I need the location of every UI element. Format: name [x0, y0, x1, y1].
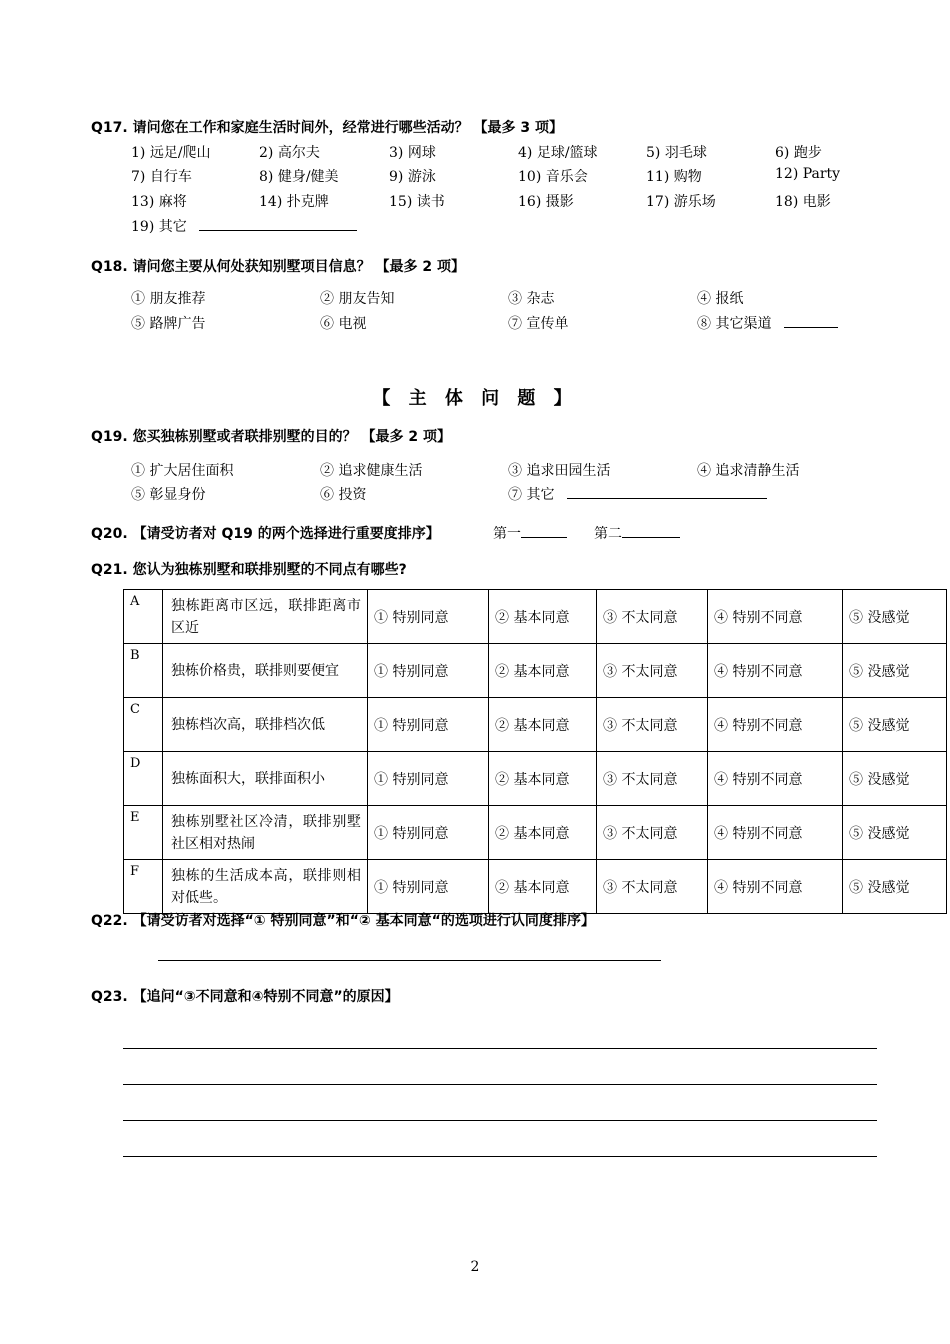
q20-first-label: 第一 [493, 526, 521, 542]
q21-choice-1[interactable]: ① 特别同意 [368, 644, 489, 698]
q21-row-statement: 独栋别墅社区冷清，联排别墅社区相对热闹 [163, 806, 368, 860]
q20-second-label: 第二 [594, 526, 622, 542]
q17-option-1[interactable]: 1) 远足/爬山 [131, 145, 211, 161]
q19-option-6[interactable]: ⑥ 投资 [320, 487, 367, 503]
q21-row-statement: 独栋档次高，联排档次低 [163, 698, 368, 752]
q17-option-13[interactable]: 13) 麻将 [131, 194, 187, 210]
q17-option-6[interactable]: 6) 跑步 [775, 145, 822, 161]
q19-other-blank[interactable] [567, 486, 767, 499]
q21-title: Q21. 您认为独栋别墅和联排别墅的不同点有哪些? [91, 562, 407, 578]
q21-choice-2[interactable]: ② 基本同意 [489, 698, 597, 752]
q17-option-19[interactable] [131, 216, 357, 236]
q21-row-a [124, 590, 947, 644]
q18-option-3[interactable]: ③ 杂志 [508, 291, 555, 307]
q21-table [123, 589, 947, 914]
q20-second[interactable] [594, 523, 680, 543]
q17-option-16[interactable]: 16) 摄影 [518, 194, 574, 210]
q21-row-statement: 独栋价格贵，联排则要便宜 [163, 644, 368, 698]
q21-choice-4[interactable]: ④ 特别不同意 [708, 806, 843, 860]
q18-option-6[interactable]: ⑥ 电视 [320, 316, 367, 332]
q23-answer-line[interactable] [123, 1084, 877, 1085]
q21-row-c [124, 698, 947, 752]
q17-option-9[interactable]: 9) 游泳 [389, 169, 436, 185]
q17-option-17[interactable]: 17) 游乐场 [646, 194, 716, 210]
q18-option-8[interactable] [697, 313, 838, 333]
q18-option-1[interactable]: ① 朋友推荐 [131, 291, 206, 307]
q21-choice-3[interactable]: ③ 不太同意 [597, 860, 708, 914]
q18-option-7[interactable]: ⑦ 宣传单 [508, 316, 569, 332]
q21-choice-1[interactable]: ① 特别同意 [368, 590, 489, 644]
q17-option-18[interactable]: 18) 电影 [775, 194, 831, 210]
q23-answer-line[interactable] [123, 1120, 877, 1121]
q21-row-statement: 独栋面积大，联排面积小 [163, 752, 368, 806]
q21-row-label: A [124, 590, 163, 644]
q17-option-12[interactable]: 12) Party [775, 166, 841, 182]
q18-option-8-label: ⑧ 其它渠道 [697, 316, 772, 332]
q19-title: Q19. 您买独栋别墅或者联排别墅的目的？ 【最多 2 项】 [91, 429, 451, 445]
q19-option-5[interactable]: ⑤ 彰显身份 [131, 487, 206, 503]
q21-choice-4[interactable]: ④ 特别不同意 [708, 698, 843, 752]
q21-choice-1[interactable]: ① 特别同意 [368, 698, 489, 752]
q21-choice-3[interactable]: ③ 不太同意 [597, 806, 708, 860]
q17-option-7[interactable]: 7) 自行车 [131, 169, 192, 185]
q21-row-label: C [124, 698, 163, 752]
q17-option-8[interactable]: 8) 健身/健美 [259, 169, 339, 185]
q21-row-label: E [124, 806, 163, 860]
q17-option-2[interactable]: 2) 高尔夫 [259, 145, 320, 161]
q17-option-10[interactable]: 10) 音乐会 [518, 169, 588, 185]
q21-choice-4[interactable]: ④ 特别不同意 [708, 752, 843, 806]
q21-row-f [124, 860, 947, 914]
q21-row-label: B [124, 644, 163, 698]
q21-choice-1[interactable]: ① 特别同意 [368, 860, 489, 914]
page-number: 2 [470, 1259, 480, 1275]
q21-choice-5[interactable]: ⑤ 没感觉 [843, 590, 947, 644]
section-title: 【 主 体 问 题 】 [372, 388, 578, 409]
q19-option-4[interactable]: ④ 追求清静生活 [697, 463, 800, 479]
q17-option-4[interactable]: 4) 足球/篮球 [518, 145, 598, 161]
q21-choice-5[interactable]: ⑤ 没感觉 [843, 806, 947, 860]
q19-option-7-label: ⑦ 其它 [508, 487, 555, 503]
q18-option-4[interactable]: ④ 报纸 [697, 291, 744, 307]
q17-title: Q17. 请问您在工作和家庭生活时间外，经常进行哪些活动？ 【最多 3 项】 [91, 120, 563, 136]
q21-choice-3[interactable]: ③ 不太同意 [597, 698, 708, 752]
q21-choice-2[interactable]: ② 基本同意 [489, 644, 597, 698]
q20-first-blank[interactable] [521, 525, 567, 538]
q21-row-b [124, 644, 947, 698]
q21-choice-2[interactable]: ② 基本同意 [489, 860, 597, 914]
q21-choice-4[interactable]: ④ 特别不同意 [708, 590, 843, 644]
q18-other-blank[interactable] [784, 315, 838, 328]
q17-option-14[interactable]: 14) 扑克牌 [259, 194, 329, 210]
q19-option-7[interactable] [508, 484, 767, 504]
q17-option-19-label: 19) 其它 [131, 219, 187, 235]
q19-option-2[interactable]: ② 追求健康生活 [320, 463, 423, 479]
q19-option-3[interactable]: ③ 追求田园生活 [508, 463, 611, 479]
q21-row-e [124, 806, 947, 860]
q21-choice-1[interactable]: ① 特别同意 [368, 752, 489, 806]
q17-other-blank[interactable] [199, 218, 357, 231]
q21-choice-1[interactable]: ① 特别同意 [368, 806, 489, 860]
q18-title: Q18. 请问您主要从何处获知别墅项目信息？ 【最多 2 项】 [91, 259, 465, 275]
q18-option-2[interactable]: ② 朋友告知 [320, 291, 395, 307]
q23-answer-line[interactable] [123, 1048, 877, 1049]
q21-row-statement: 独栋的生活成本高，联排则相对低些。 [163, 860, 368, 914]
q19-option-1[interactable]: ① 扩大居住面积 [131, 463, 234, 479]
q21-row-label: F [124, 860, 163, 914]
q21-choice-2[interactable]: ② 基本同意 [489, 752, 597, 806]
q21-row-d [124, 752, 947, 806]
q21-choice-5[interactable]: ⑤ 没感觉 [843, 644, 947, 698]
q17-option-11[interactable]: 11) 购物 [646, 169, 702, 185]
q17-option-5[interactable]: 5) 羽毛球 [646, 145, 707, 161]
q21-choice-2[interactable]: ② 基本同意 [489, 806, 597, 860]
q21-choice-2[interactable]: ② 基本同意 [489, 590, 597, 644]
q21-choice-3[interactable]: ③ 不太同意 [597, 590, 708, 644]
q17-option-3[interactable]: 3) 网球 [389, 145, 436, 161]
q21-row-label: D [124, 752, 163, 806]
q22-answer-line[interactable] [158, 960, 661, 961]
q20-first[interactable] [493, 523, 567, 543]
q20-second-blank[interactable] [622, 525, 680, 538]
q21-choice-5[interactable]: ⑤ 没感觉 [843, 698, 947, 752]
q21-choice-4[interactable]: ④ 特别不同意 [708, 644, 843, 698]
q21-choice-3[interactable]: ③ 不太同意 [597, 752, 708, 806]
q21-row-statement: 独栋距离市区远，联排距离市区近 [163, 590, 368, 644]
q20-title: Q20. 【请受访者对 Q19 的两个选择进行重要度排序】 [91, 526, 440, 542]
q23-title: Q23. 【追问“③不同意和④特别不同意”的原因】 [91, 989, 399, 1005]
q23-answer-line[interactable] [123, 1156, 877, 1157]
q21-choice-3[interactable]: ③ 不太同意 [597, 644, 708, 698]
q21-choice-4[interactable]: ④ 特别不同意 [708, 860, 843, 914]
q21-choice-5[interactable]: ⑤ 没感觉 [843, 752, 947, 806]
q18-option-5[interactable]: ⑤ 路牌广告 [131, 316, 206, 332]
q22-title: Q22. 【请受访者对选择“① 特别同意”和“② 基本同意“的选项进行认同度排序】 [91, 913, 595, 929]
q21-choice-5[interactable]: ⑤ 没感觉 [843, 860, 947, 914]
q17-option-15[interactable]: 15) 读书 [389, 194, 445, 210]
